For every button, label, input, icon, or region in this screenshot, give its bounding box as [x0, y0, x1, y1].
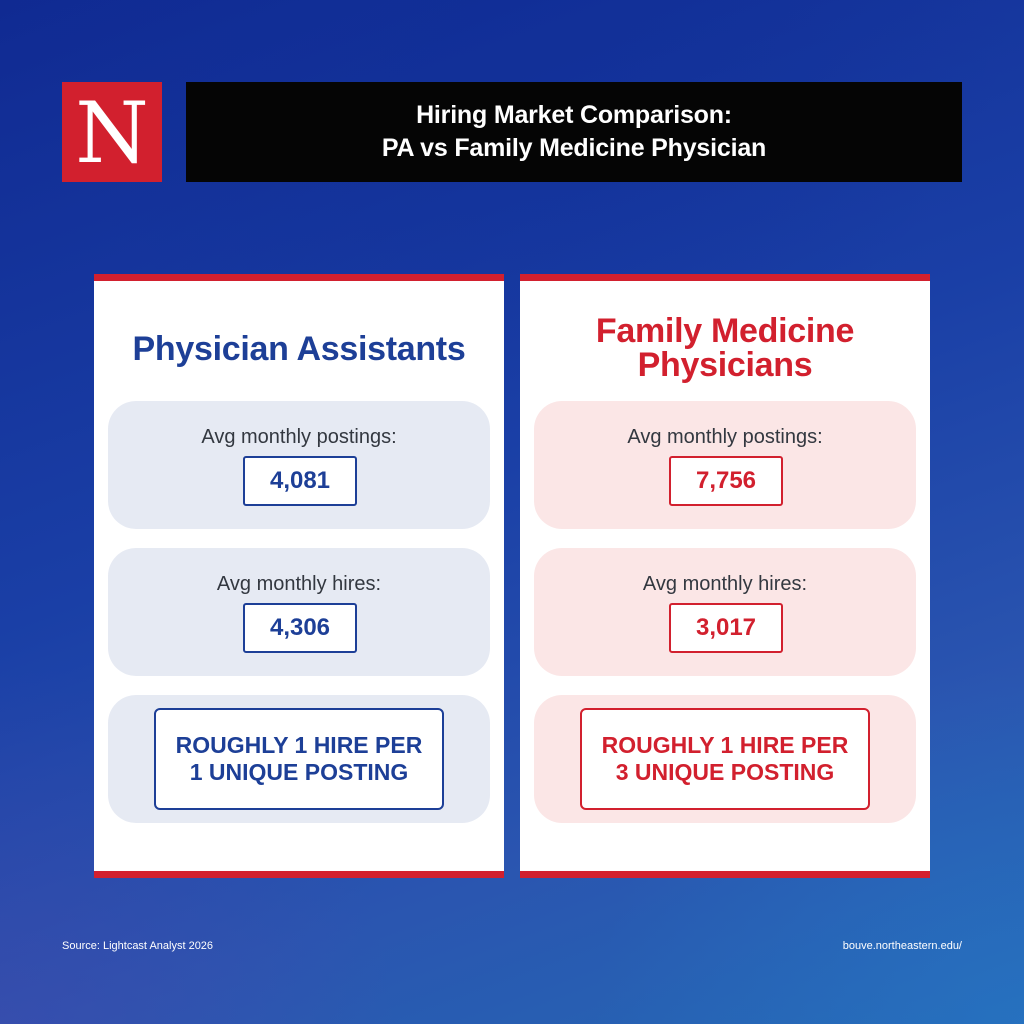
- pa-ratio-line2: 1 UNIQUE POSTING: [189, 759, 409, 785]
- pa-hires-label: Avg monthly hires:: [216, 573, 382, 595]
- source-note: Source: Lightcast Analyst 2026: [62, 940, 214, 952]
- fm-hires-panel: [534, 548, 916, 676]
- pa-ratio-line1: ROUGHLY 1 HIRE PER: [175, 732, 423, 758]
- fm-postings-label: Avg monthly postings:: [627, 426, 823, 448]
- fm-card-title-line1: Family Medicine: [595, 312, 855, 350]
- fm-ratio-panel: [534, 695, 916, 823]
- fm-ratio-box: [580, 708, 870, 810]
- pa-card: [94, 274, 504, 878]
- header-title-bar: [186, 82, 962, 182]
- pa-postings-value: 4,081: [243, 456, 357, 506]
- pa-hires-panel: [108, 548, 490, 676]
- pa-postings-label: Avg monthly postings:: [201, 426, 397, 448]
- fm-postings-value: 7,756: [669, 456, 783, 506]
- northeastern-logo: [62, 82, 162, 182]
- pa-postings-panel: [108, 401, 490, 529]
- fm-card-title: [520, 314, 930, 382]
- pa-hires-value: 4,306: [243, 603, 357, 653]
- fm-postings-panel: [534, 401, 916, 529]
- fm-hires-value: 3,017: [669, 603, 783, 653]
- fm-card: [520, 274, 930, 878]
- logo-letter: N: [75, 84, 149, 182]
- footer-url: bouve.northeastern.edu/: [842, 940, 962, 952]
- fm-ratio-line2: 3 UNIQUE POSTING: [615, 759, 835, 785]
- header-title-line1: Hiring Market Comparison:: [416, 101, 732, 129]
- pa-ratio-box: [154, 708, 444, 810]
- fm-ratio-line1: ROUGHLY 1 HIRE PER: [601, 732, 849, 758]
- pa-card-title: Physician Assistants: [132, 330, 466, 368]
- pa-ratio-panel: [108, 695, 490, 823]
- fm-card-title-line2: Physicians: [637, 346, 813, 384]
- fm-hires-label: Avg monthly hires:: [642, 573, 808, 595]
- header-title-line2: PA vs Family Medicine Physician: [381, 134, 767, 162]
